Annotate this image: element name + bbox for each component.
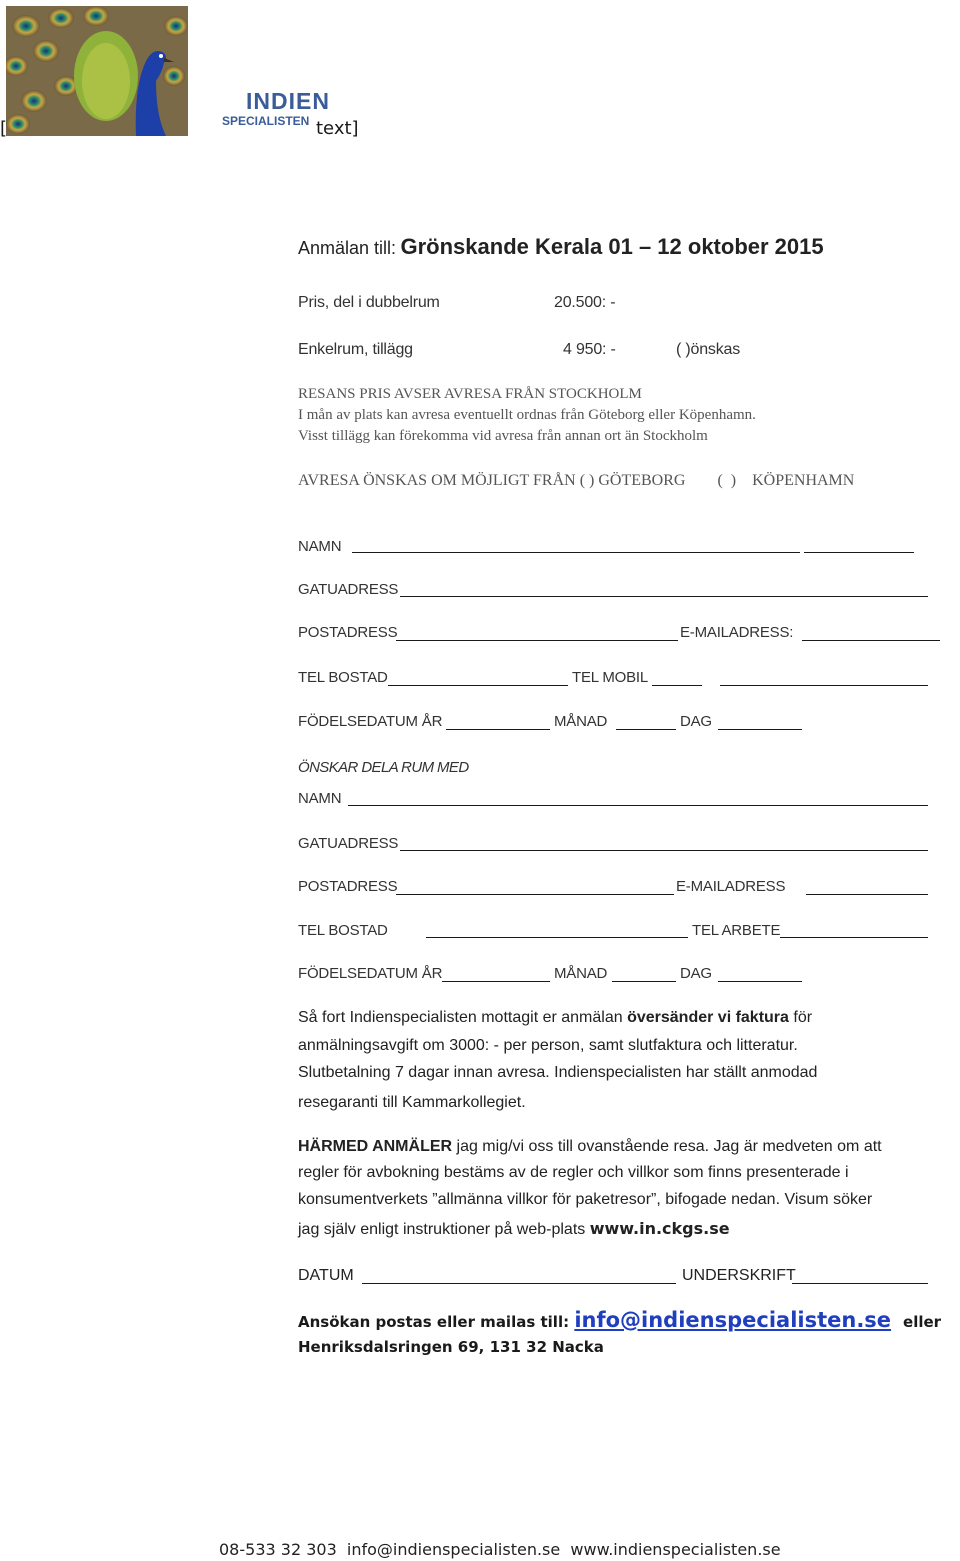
form1-birth-year-field[interactable] (446, 729, 550, 730)
info-p1-line1 (298, 1009, 812, 1027)
info-p1-text-b: för (788, 1009, 813, 1026)
bracket-text: text] (316, 118, 359, 139)
bracket-open: [ (0, 118, 8, 139)
form1-name-field[interactable] (352, 552, 800, 553)
mail-suffix: eller (903, 1313, 942, 1331)
form2-tel-work-field[interactable] (780, 937, 928, 938)
info-p2-line2: regler för avbokning bestäms av de regler och villkor som finns presenterade i (298, 1164, 849, 1181)
form1-month-field[interactable] (616, 729, 676, 730)
form1-email-label: E-MAILADRESS: (680, 624, 794, 641)
form1-tel-mobile-field[interactable] (652, 685, 702, 686)
form1-postal-field[interactable] (396, 640, 678, 641)
form2-email-field[interactable] (806, 894, 928, 895)
company-logo (222, 88, 330, 128)
signature-label: UNDERSKRIFT (682, 1267, 796, 1284)
note-line-2: I mån av plats kan avresa eventuellt ordnas från Göteborg eller Köpenhamn. (298, 407, 756, 423)
departure-option[interactable]: AVRESA ÖNSKAS OM MÖJLIGT FRÅN ( ) GÖTEBORG ( ) KÖPENHAMN (298, 472, 855, 489)
info-p1-bold: översänder vi faktura (627, 1009, 789, 1026)
form1-birth-label: FÖDELSEDATUM ÅR (298, 713, 443, 730)
form1-name-label: NAMN (298, 538, 342, 555)
page-title (298, 234, 824, 260)
info-p2-line4 (298, 1219, 730, 1239)
mail-prefix: Ansökan postas eller mailas till: (298, 1313, 575, 1331)
form2-name-label: NAMN (298, 790, 342, 807)
note-line-3: Visst tillägg kan förekomma vid avresa från annan ort än Stockholm (298, 428, 708, 444)
info-p1-line4: resegaranti till Kammarkollegiet. (298, 1094, 526, 1111)
price-single-value: 4 950: - (563, 341, 616, 358)
form2-birth-year-field[interactable] (442, 981, 550, 982)
info-p2-line3: konsumentverkets ”allmänna villkor för paketresor”, bifogade nedan. Visum söker (298, 1191, 873, 1208)
form2-street-label: GATUADRESS (298, 835, 399, 852)
form1-tel-home-field[interactable] (388, 685, 568, 686)
form2-postal-field[interactable] (396, 894, 674, 895)
form1-street-label: GATUADRESS (298, 581, 399, 598)
price-single-option[interactable]: ( )önskas (676, 341, 740, 358)
form1-tel-home-label: TEL BOSTAD (298, 669, 388, 686)
form2-tel-home-field[interactable] (426, 937, 688, 938)
form2-month-label: MÅNAD (554, 965, 608, 982)
info-p1-line2: anmälningsavgift om 3000: - per person, samt slutfaktura och litteratur. (298, 1037, 798, 1054)
info-p1-line3: Slutbetalning 7 dagar innan avresa. Indienspecialisten har ställt anmodad (298, 1064, 818, 1081)
title-prefix: Anmälan till: (298, 238, 397, 258)
date-label: DATUM (298, 1267, 354, 1284)
footer-contact: 08-533 32 303 info@indienspecialisten.se www.indienspecialisten.se (219, 1540, 781, 1559)
info-p2-text-a: jag mig/vi oss till ovanstående resa. Jag är medveten om att (452, 1138, 882, 1155)
note-line-1: RESANS PRIS AVSER AVRESA FRÅN STOCKHOLM (298, 386, 642, 402)
form1-tel-mobile-field-extra[interactable] (720, 685, 928, 686)
title-main: Grönskande Kerala 01 – 12 oktober 2015 (400, 234, 824, 259)
date-field[interactable] (362, 1283, 676, 1284)
form2-name-field[interactable] (348, 805, 928, 806)
info-p2-bold: HÄRMED ANMÄLER (298, 1138, 453, 1155)
form1-postal-label: POSTADRESS (298, 624, 398, 641)
form2-day-field[interactable] (718, 981, 802, 982)
form1-tel-mobile-label: TEL MOBIL (572, 669, 648, 686)
form1-email-field[interactable] (802, 640, 940, 641)
info-p2-line4-text: jag själv enligt instruktioner på web-plats (298, 1221, 590, 1238)
price-double-value: 20.500: - (554, 294, 616, 311)
logo-line-2: SPECIALISTEN (222, 114, 310, 128)
form2-tel-work-label: TEL ARBETE (692, 922, 781, 939)
mail-address: Henriksdalsringen 69, 131 32 Nacka (298, 1338, 604, 1356)
form2-day-label: DAG (680, 965, 712, 982)
mail-email-link[interactable]: info@indienspecialisten.se (574, 1308, 892, 1332)
form2-birth-label: FÖDELSEDATUM ÅR (298, 965, 443, 982)
form1-month-label: MÅNAD (554, 713, 608, 730)
info-p2-line1 (298, 1138, 882, 1156)
form1-day-label: DAG (680, 713, 712, 730)
price-single-label: Enkelrum, tillägg (298, 341, 413, 358)
visa-website-link[interactable]: www.in.ckgs.se (589, 1219, 730, 1238)
price-double-label: Pris, del i dubbelrum (298, 294, 440, 311)
form1-street-field[interactable] (400, 596, 928, 597)
mail-line (298, 1308, 958, 1332)
form2-postal-label: POSTADRESS (298, 878, 398, 895)
peacock-photo (6, 6, 188, 136)
form2-street-field[interactable] (400, 850, 928, 851)
logo-line-1: INDIEN (246, 88, 330, 114)
form2-month-field[interactable] (612, 981, 676, 982)
form2-tel-home-label: TEL BOSTAD (298, 922, 388, 939)
form1-day-field[interactable] (718, 729, 802, 730)
form1-name-field-extra[interactable] (804, 552, 914, 553)
form2-heading: ÖNSKAR DELA RUM MED (298, 759, 469, 776)
form2-email-label: E-MAILADRESS (676, 878, 786, 895)
info-p1-text-a: Så fort Indienspecialisten mottagit er anmälan (298, 1009, 628, 1026)
signature-field[interactable] (792, 1283, 928, 1284)
